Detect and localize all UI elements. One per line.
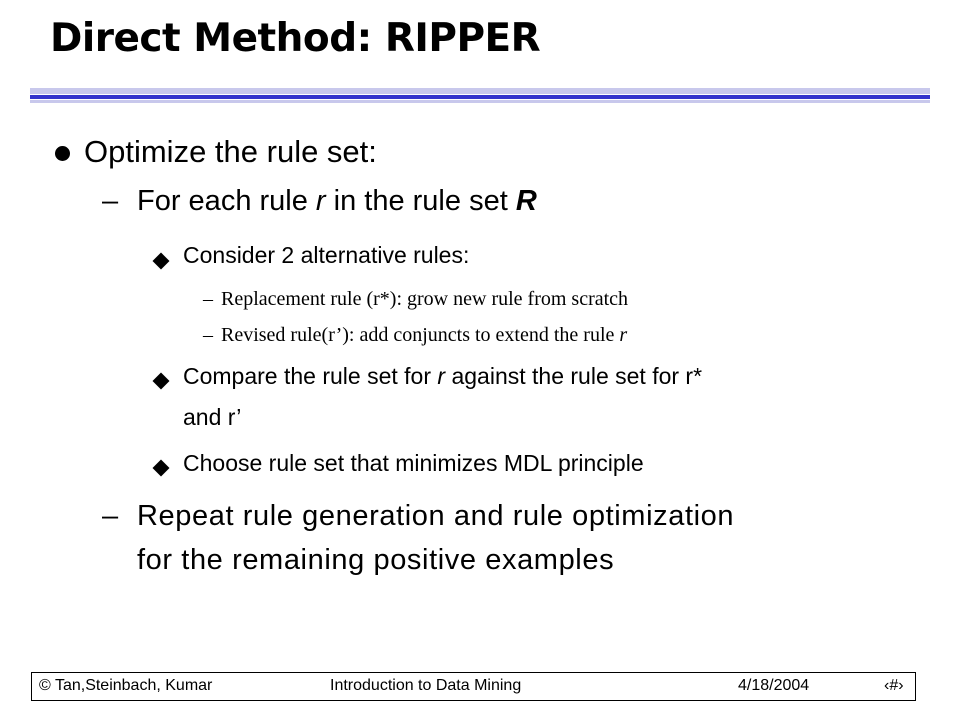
title-rule-bottom — [30, 100, 930, 103]
footer-copyright: © Tan,Steinbach, Kumar — [39, 677, 213, 694]
alt-revised-rule: Revised rule(r’): add conjuncts to extend the rule r — [221, 324, 628, 346]
bullet-dot-icon — [55, 146, 70, 161]
slide-footer — [31, 672, 916, 701]
item-choose: Choose rule set that minimizes MDL principle — [183, 450, 644, 476]
title-rule-middle — [30, 95, 930, 99]
diamond-bullet-icon — [153, 460, 170, 477]
sub-bullet-repeat-line2: for the remaining positive examples — [137, 544, 615, 576]
slide-title: Direct Method: RIPPER — [50, 16, 541, 61]
diamond-bullet-icon — [153, 373, 170, 390]
var-R: R — [515, 185, 537, 217]
dash-1: – — [102, 185, 119, 217]
var-r: r — [315, 185, 326, 217]
sub-bullet-repeat-line1: Repeat rule generation and rule optimization — [137, 500, 735, 532]
dash-alt-1: – — [203, 288, 213, 310]
footer-page-number: ‹#› — [884, 677, 904, 694]
footer-course-title: Introduction to Data Mining — [330, 677, 522, 694]
title-rule-top — [30, 88, 930, 94]
item-consider: Consider 2 alternative rules: — [183, 242, 470, 268]
diamond-bullet-icon — [153, 253, 170, 270]
dash-2: – — [102, 500, 119, 532]
item-compare: Compare the rule set for r against the rule set for r* — [183, 363, 703, 389]
bullet-optimize: Optimize the rule set: — [84, 134, 377, 169]
footer-date: 4/18/2004 — [738, 677, 810, 694]
item-compare-line2: and r’ — [183, 404, 242, 430]
alt-replacement-rule: Replacement rule (r*): grow new rule from scratch — [221, 288, 629, 310]
sub-bullet-for-each-rule: For each rule r in the rule set R — [137, 185, 537, 217]
dash-alt-2: – — [203, 324, 213, 346]
